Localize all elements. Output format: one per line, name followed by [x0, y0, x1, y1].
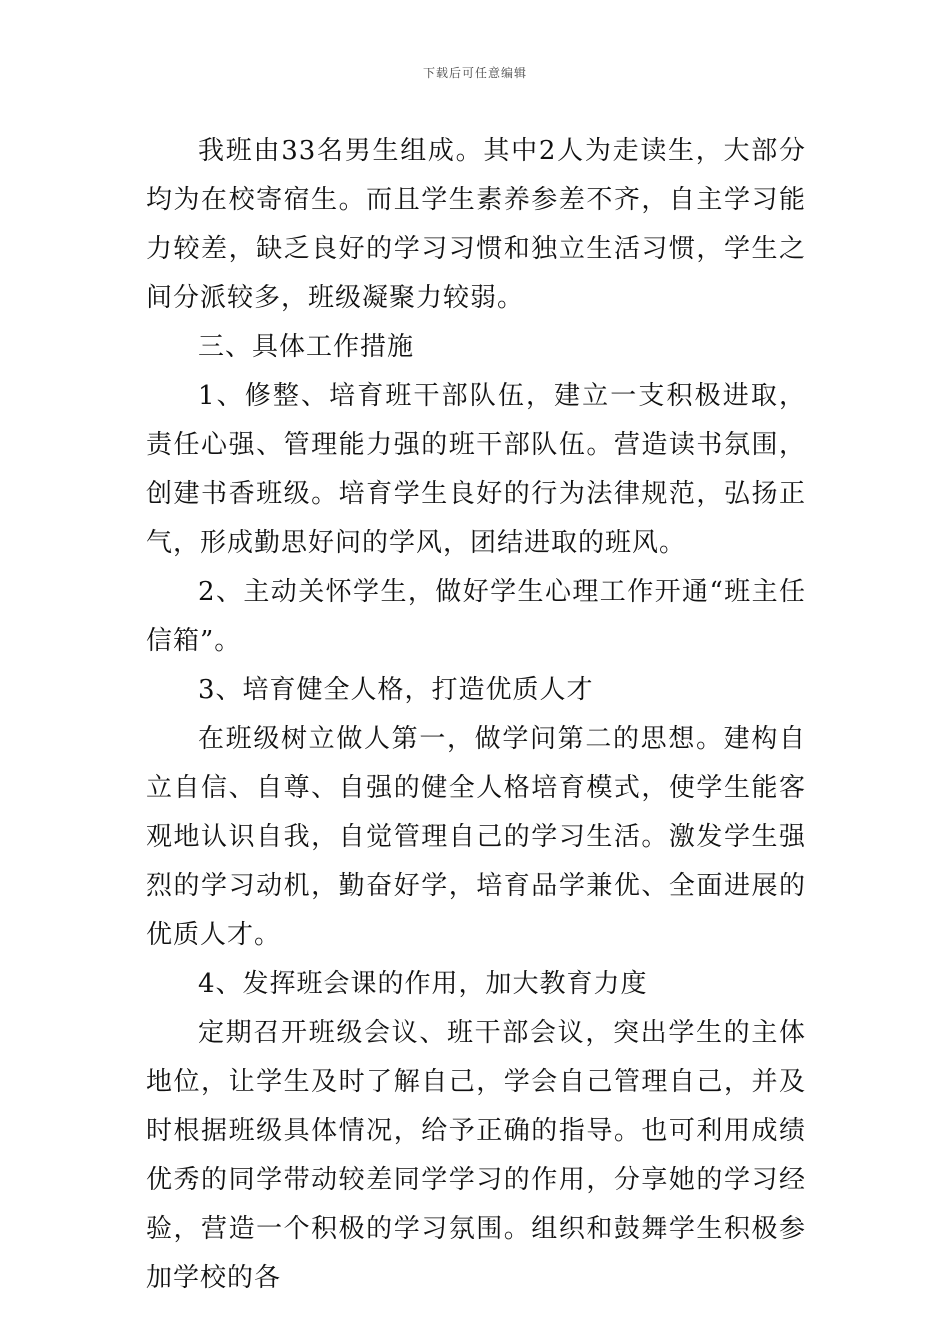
- paragraph-measure-4-heading: 4、发挥班会课的作用，加大教育力度: [198, 969, 648, 999]
- header-note: 下载后可任意编辑: [422, 66, 527, 80]
- document-body: [146, 127, 806, 1303]
- section-heading-work-measures: 三、具体工作措施: [198, 332, 415, 362]
- paragraph-measure-3-heading: 3、培育健全人格，打造优质人才: [198, 675, 594, 705]
- paragraph-measure-1: 1、修整、培育班干部队伍，建立一支积极进取，责任心强、管理能力强的班干部队伍。营造读书氛围，创建书香班级。培育学生良好的行为法律规范，弘扬正气，形成勤思好问的学风，团结进取的班风。: [146, 381, 806, 558]
- paragraph-measure-4-body: 定期召开班级会议、班干部会议，突出学生的主体地位，让学生及时了解自己，学会自己管理自己，并及时根据班级具体情况，给予正确的指导。也可利用成绩优秀的同学带动较差同学学习的作用，分享她的学习经验，营造一个积极的学习氛围。组织和鼓舞学生积极参加学校的各: [146, 1018, 806, 1293]
- paragraph-class-overview: 我班由33名男生组成。其中2人为走读生，大部分均为在校寄宿生。而且学生素养参差不齐，自主学习能力较差，缺乏良好的学习习惯和独立生活习惯，学生之间分派较多，班级凝聚力较弱。: [146, 136, 806, 313]
- paragraph-measure-3-body: 在班级树立做人第一，做学问第二的思想。建构自立自信、自尊、自强的健全人格培育模式，使学生能客观地认识自我，自觉管理自己的学习生活。激发学生强烈的学习动机，勤奋好学，培育品学兼优、全面进展的优质人才。: [146, 724, 806, 950]
- paragraph-measure-2: 2、主动关怀学生，做好学生心理工作开通“班主任信箱”。: [146, 577, 806, 656]
